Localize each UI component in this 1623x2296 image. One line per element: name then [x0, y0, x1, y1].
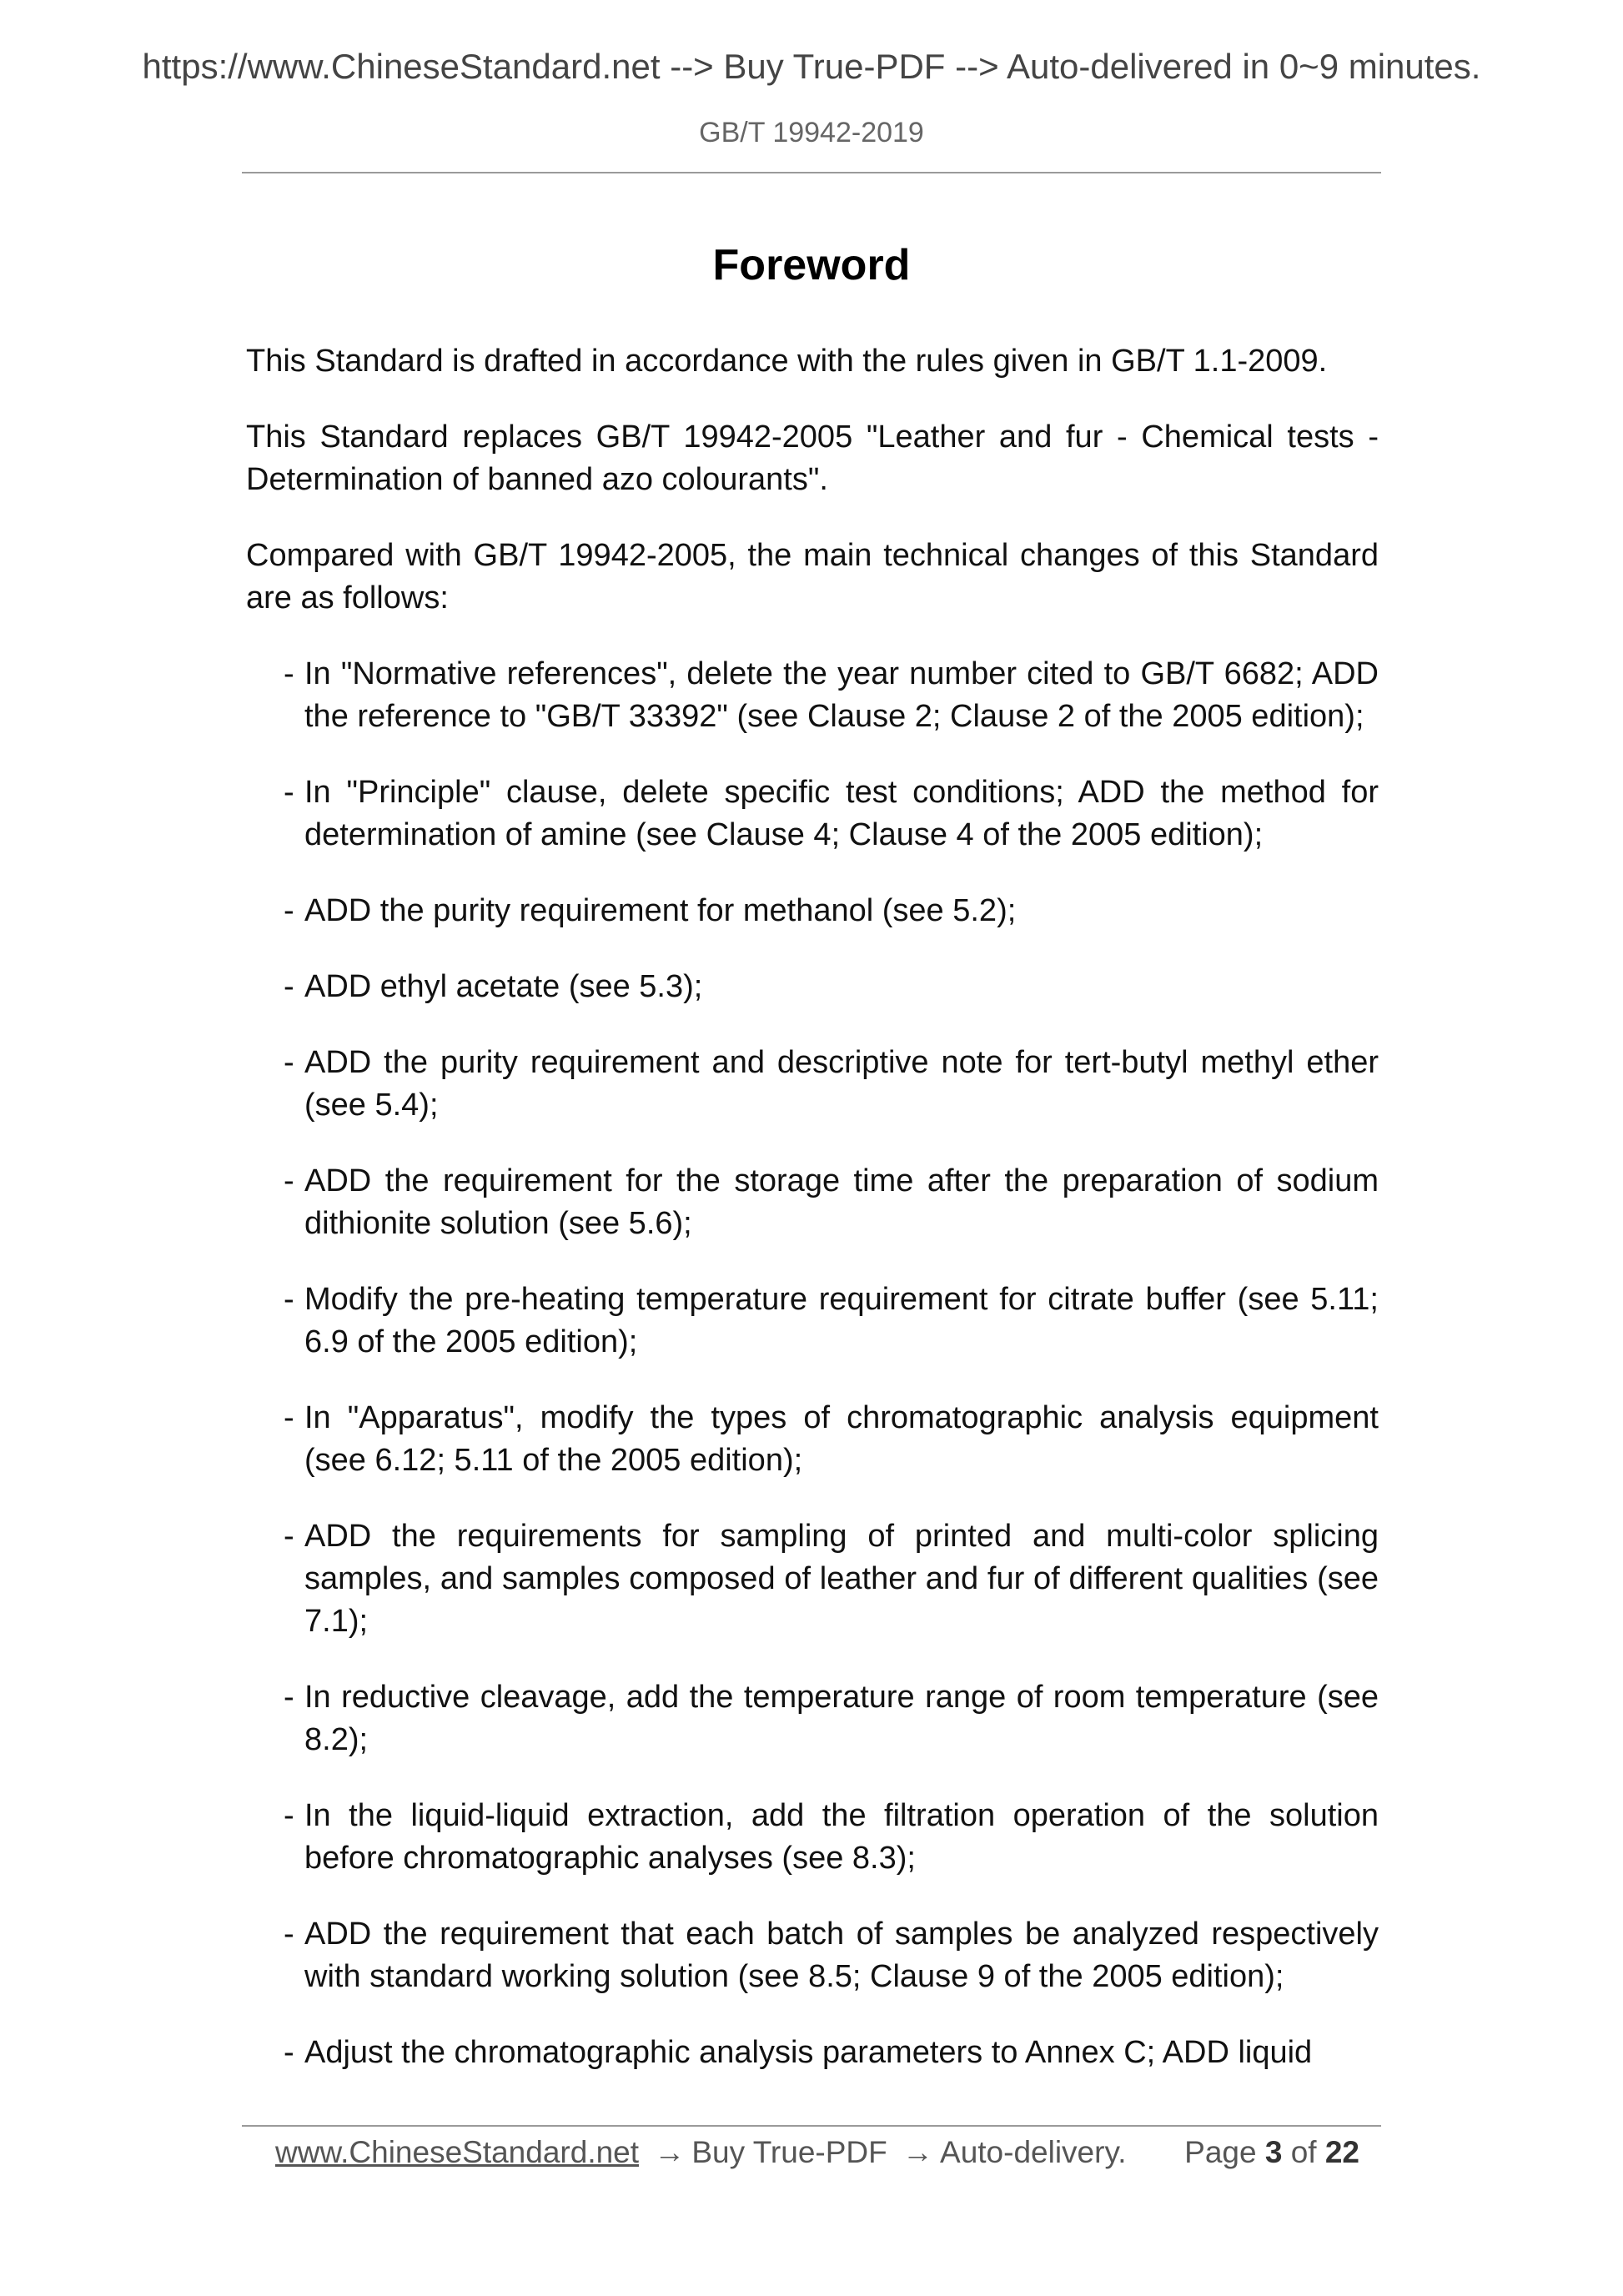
list-item	[246, 1160, 1379, 1245]
list-item-text: ADD the requirement for the storage time after the preparation of sodium dithionite solution (see 5.6);	[304, 1163, 1379, 1241]
paragraph-changes-intro: Compared with GB/T 19942-2005, the main technical changes of this Standard are as follows:	[246, 538, 1379, 615]
list-item-text: In reductive cleavage, add the temperature range of room temperature (see 8.2);	[304, 1680, 1379, 1757]
footer-site-link[interactable]: www.ChineseStandard.net	[275, 2135, 640, 2169]
paragraph-replaces: This Standard replaces GB/T 19942-2005 "Leather and fur - Chemical tests - Determination of banned azo colourants".	[246, 420, 1379, 497]
bullet-dash: -	[284, 1282, 294, 1317]
list-item-text: Adjust the chromatographic analysis parameters to Annex C; ADD liquid	[304, 2035, 1313, 2070]
list-item	[246, 1279, 1379, 1364]
list-item	[246, 1676, 1379, 1761]
bullet-dash: -	[284, 1519, 294, 1554]
list-item	[246, 1795, 1379, 1880]
footer-divider	[242, 2125, 1381, 2127]
list-item	[246, 1397, 1379, 1482]
page-title: Foreword	[712, 241, 911, 289]
standard-code-header: GB/T 19942-2019	[699, 117, 924, 148]
arrow-right-icon: →	[902, 2135, 934, 2169]
list-item-text: ADD the requirements for sampling of printed and multi-color splicing samples, and samples composed of leather and fur of different qualities (see 7.1);	[304, 1519, 1379, 1639]
list-item-text: ADD ethyl acetate (see 5.3);	[304, 969, 703, 1004]
list-item	[246, 2032, 1379, 2074]
bullet-dash: -	[284, 1163, 294, 1198]
bullet-dash: -	[284, 969, 294, 1004]
foreword-body	[246, 340, 1379, 2108]
list-item-text: In "Principle" clause, delete specific test conditions; ADD the method for determination of amine (see Clause 4; Clause 4 of the 2005 edition);	[304, 775, 1379, 852]
arrow-right-icon: →	[654, 2135, 686, 2169]
footer-buy-text: Buy True-PDF	[691, 2135, 887, 2169]
bullet-dash: -	[284, 1917, 294, 1952]
list-item-text: ADD the purity requirement and descriptive note for tert-butyl methyl ether (see 5.4);	[304, 1045, 1379, 1123]
bullet-dash: -	[284, 2035, 294, 2070]
bullet-dash: -	[284, 775, 294, 810]
list-item	[246, 771, 1379, 857]
page-total-number: 22	[1324, 2135, 1359, 2169]
page-footer	[275, 2135, 1359, 2170]
page-current-number: 3	[1264, 2135, 1283, 2169]
page-of-label: of	[1290, 2135, 1317, 2169]
list-item	[246, 966, 1379, 1008]
list-item	[246, 1515, 1379, 1643]
list-item-text: In the liquid-liquid extraction, add the filtration operation of the solution before chromatographic analyses (see 8.3);	[304, 1798, 1379, 1876]
list-item-text: ADD the requirement that each batch of samples be analyzed respectively with standard working solution (see 8.5; Clause 9 of the 2005 edition);	[304, 1917, 1379, 1994]
header-divider	[242, 172, 1381, 173]
list-item	[246, 1913, 1379, 1998]
list-item-text: In "Normative references", delete the year number cited to GB/T 6682; ADD the reference to "GB/T 33392" (see Clause 2; Clause 2 of the 2005 edition);	[304, 656, 1379, 734]
page-indicator	[1184, 2135, 1359, 2170]
list-item	[246, 890, 1379, 932]
page-label: Page	[1184, 2135, 1257, 2169]
list-item-text: Modify the pre-heating temperature requirement for citrate buffer (see 5.11; 6.9 of the 2005 edition);	[304, 1282, 1379, 1359]
bullet-dash: -	[284, 1680, 294, 1715]
footer-delivery-text: Auto-delivery.	[940, 2135, 1127, 2169]
bullet-dash: -	[284, 1400, 294, 1435]
list-item-text: ADD the purity requirement for methanol (see 5.2);	[304, 893, 1017, 928]
bullet-dash: -	[284, 656, 294, 691]
bullet-dash: -	[284, 1798, 294, 1833]
list-item	[246, 1042, 1379, 1127]
site-banner: https://www.ChineseStandard.net --> Buy True-PDF --> Auto-delivered in 0~9 minutes.	[142, 47, 1481, 86]
bullet-dash: -	[284, 1045, 294, 1080]
list-item	[246, 653, 1379, 738]
list-item-text: In "Apparatus", modify the types of chromatographic analysis equipment (see 6.12; 5.11 of the 2005 edition);	[304, 1400, 1379, 1478]
changes-list	[246, 653, 1379, 2074]
paragraph-drafting-rules: This Standard is drafted in accordance with the rules given in GB/T 1.1-2009.	[246, 344, 1328, 379]
bullet-dash: -	[284, 893, 294, 928]
